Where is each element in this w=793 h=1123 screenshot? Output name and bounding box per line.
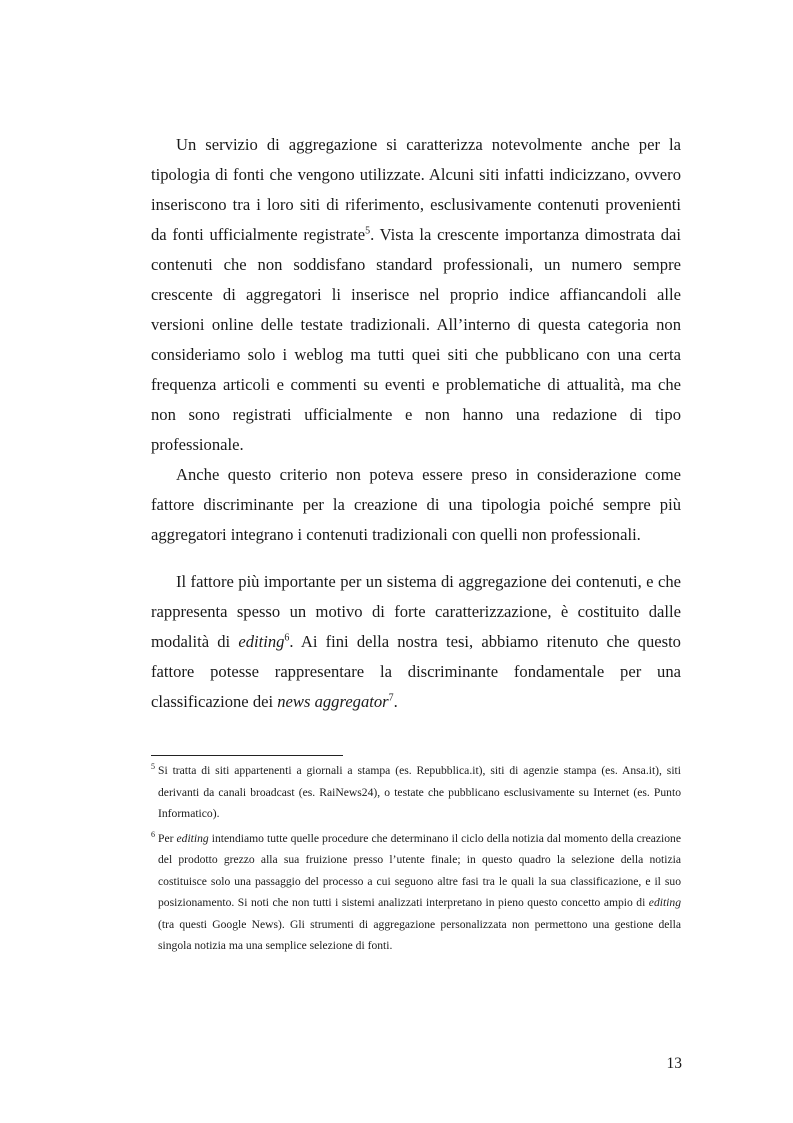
paragraph-text: . Ai fini della nostra tesi, abbiamo ritenuto che questo fattore potesse rappresentare la discriminante fondamentale per una classificazione dei xyxy=(151,632,681,711)
italic-term: editing xyxy=(238,632,285,651)
footnote-ref-5[interactable]: 5 xyxy=(365,225,371,237)
footnote-6 xyxy=(151,828,681,957)
italic-term: news aggregator xyxy=(277,692,389,711)
footnote-ref-7[interactable]: 7 xyxy=(388,692,394,704)
paragraph-text: Il fattore più importante per un sistema di aggregazione dei contenuti, e che rappresenta spesso un motivo di forte caratterizzazione, è costituito dalle modalità di xyxy=(151,572,681,651)
paragraph-editing xyxy=(151,567,681,717)
paragraph-sources xyxy=(151,130,681,460)
footnote-marker: 6 xyxy=(151,829,155,839)
footnote-text: intendiamo tutte quelle procedure che determinano il ciclo della notizia dal momento della creazione del prodotto grezzo alla sua fruizione presso l’utente finale; in questo quadro la selezione della notizia costituisce solo una passaggio del processo a cui seguono altre fasi tra le quali la sua classificazione, e il suo posizionamento. Si noti che non tutti i sistemi analizzati interpretano in pieno questo concetto ampio di xyxy=(158,831,681,909)
italic-term: editing xyxy=(648,896,681,909)
page-number: 13 xyxy=(666,1055,682,1072)
paragraph-criterion: Anche questo criterio non poteva essere preso in considerazione come fattore discriminante per la creazione di una tipologia poiché sempre più aggregatori integrano i contenuti tradizionali con quelli non professionali. xyxy=(151,465,681,544)
body-text xyxy=(151,130,681,717)
footnote-5 xyxy=(151,760,681,825)
footnote-text: Si tratta di siti appartenenti a giornali a stampa (es. Repubblica.it), siti di agenzie stampa (es. Ansa.it), siti derivanti da canali broadcast (es. RaiNews24), o testate che pubblicano esclusivamente su Internet (es. Punto Informatico). xyxy=(158,764,681,820)
footnote-text: (tra questi Google News). Gli strumenti di aggregazione personalizzata non permettono una gestione della singola notizia ma una semplice selezione di fonti. xyxy=(158,917,681,952)
italic-term: editing xyxy=(176,831,209,845)
paragraph-text: . xyxy=(393,692,398,711)
footnotes xyxy=(151,760,681,960)
footnote-separator xyxy=(151,755,343,756)
paragraph-text: . Vista la crescente importanza dimostrata dai contenuti che non soddisfano standard professionali, un numero sempre crescente di aggregatori li inserisce nel proprio indice affiancandoli alle versioni online delle testate tradizionali. All’interno di questa categoria non consideriamo solo i weblog ma tutti quei siti che pubblicano con una certa frequenza articoli e commenti su eventi e problematiche di attualità, ma che non sono registrati ufficialmente e non hanno una redazione di tipo professionale. xyxy=(151,225,682,454)
footnote-ref-6[interactable]: 6 xyxy=(284,632,290,644)
footnote-text: Per xyxy=(158,831,177,845)
footnote-marker: 5 xyxy=(151,762,155,771)
paragraph-text: Un servizio di aggregazione si caratterizza notevolmente anche per la tipologia di fonti che vengono utilizzate. Alcuni siti infatti indicizzano, ovvero inseriscono tra i loro siti di riferimento, esclusivamente contenuti provenienti da fonti ufficialmente registrate xyxy=(151,135,681,244)
